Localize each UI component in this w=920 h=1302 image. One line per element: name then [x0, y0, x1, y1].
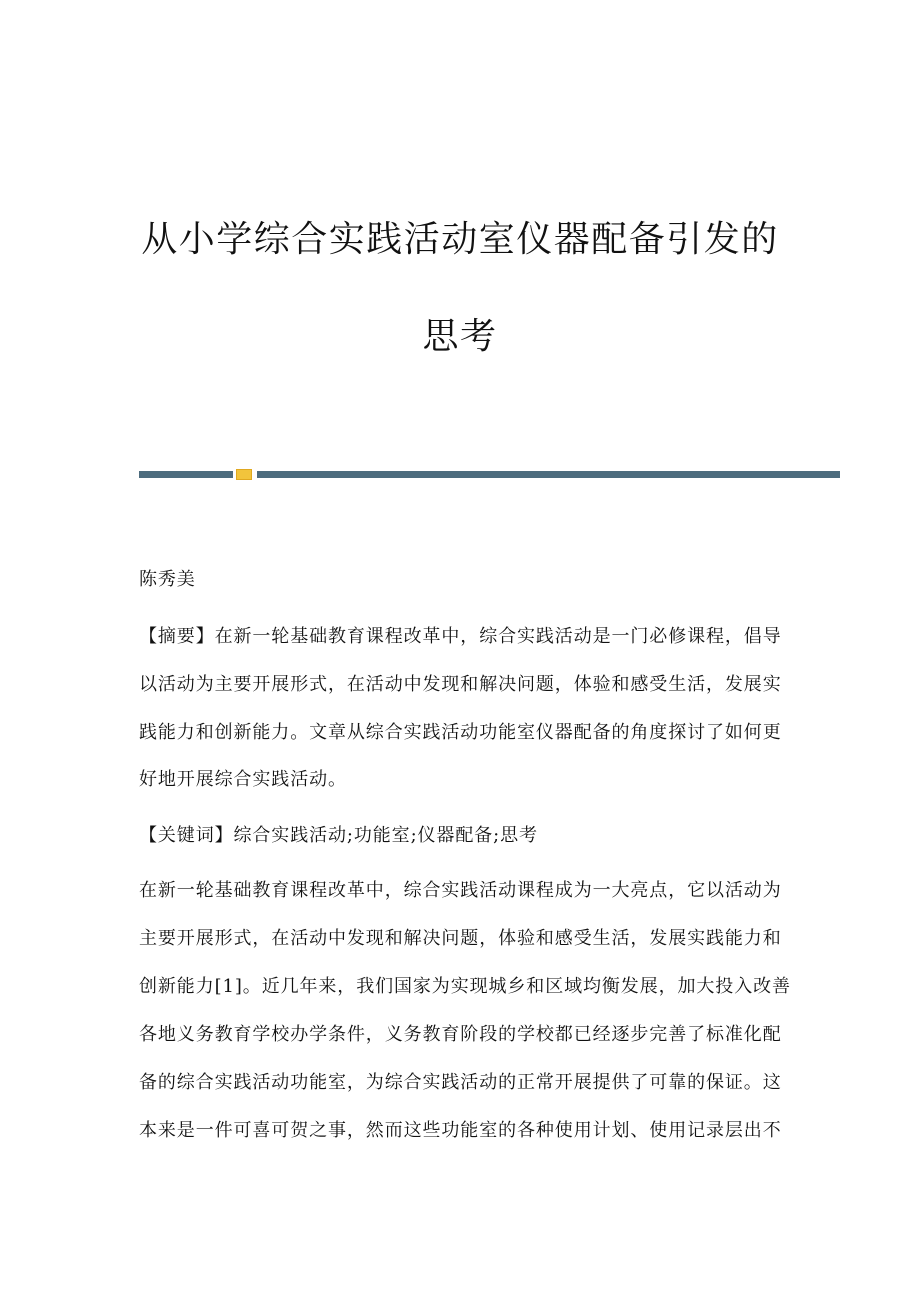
divider-bar-right — [257, 471, 840, 478]
keywords: 【关键词】综合实践活动;功能室;仪器配备;思考 — [139, 825, 538, 846]
envelope-icon — [236, 469, 252, 480]
body-line: 各地义务教育学校办学条件，义务教育阶段的学校都已经逐步完善了标准化配 — [139, 1024, 782, 1045]
body-line: 本来是一件可喜可贺之事，然而这些功能室的各种使用计划、使用记录层出不 — [139, 1120, 782, 1141]
body-line: 主要开展形式，在活动中发现和解决问题，体验和感受生活，发展实践能力和 — [139, 928, 782, 949]
author: 陈秀美 — [139, 569, 196, 590]
abstract-line: 好地开展综合实践活动。 — [139, 769, 347, 790]
document-title-line-2: 思考 — [422, 316, 498, 357]
abstract-line: 以活动为主要开展形式，在活动中发现和解决问题，体验和感受生活，发展实 — [139, 674, 782, 695]
body-line: 创新能力[1]。近几年来，我们国家为实现城乡和区域均衡发展，加大投入改善 — [139, 976, 791, 997]
abstract-line: 践能力和创新能力。文章从综合实践活动功能室仪器配备的角度探讨了如何更 — [139, 722, 782, 743]
body-line: 备的综合实践活动功能室，为综合实践活动的正常开展提供了可靠的保证。这 — [139, 1072, 782, 1093]
divider-bar-left — [139, 471, 233, 478]
body-line: 在新一轮基础教育课程改革中，综合实践活动课程成为一大亮点，它以活动为 — [139, 880, 782, 901]
abstract-line: 【摘要】在新一轮基础教育课程改革中，综合实践活动是一门必修课程，倡导 — [139, 626, 782, 647]
document-title-line-1: 从小学综合实践活动室仪器配备引发的 — [141, 219, 779, 260]
